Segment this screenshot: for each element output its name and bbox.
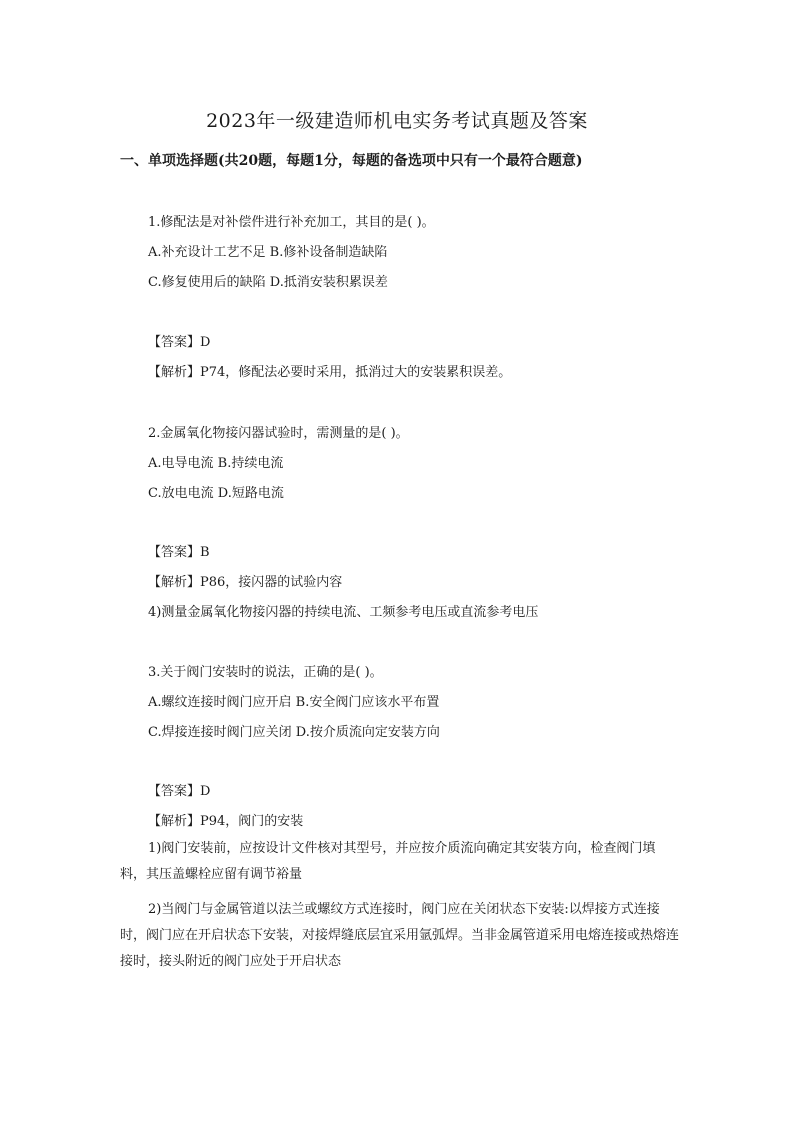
document-title: 2023年一级建造师机电实务考试真题及答案	[206, 110, 588, 132]
question-3-detail-2: 2)当阀门与金属管道以法兰或螺纹方式连接时，阀门应在关闭状态下安装:以焊接方式连接时，阀门应在开启状态下安装，对接焊缝底层宜采用氩弧焊。当非金属管道采用电熔连接或热熔连接时，接头附近的阀门应处于开启状态	[120, 902, 680, 969]
question-1-analysis: 【解析】P74，修配法必要时采用，抵消过大的安装累积误差。	[148, 365, 512, 380]
question-3-detail-1: 1)阀门安装前，应按设计文件核对其型号，并应按介质流向确定其安装方向，检查阀门填料，其压盖螺栓应留有调节裕量	[120, 841, 656, 882]
question-3-analysis: 【解析】P94，阀门的安装	[148, 814, 304, 829]
question-1-options-ab: A.补充设计工艺不足 B.修补设备制造缺陷	[148, 245, 388, 260]
question-1-answer: 【答案】D	[148, 335, 211, 350]
question-1-stem: 1.修配法是对补偿件进行补充加工，其目的是( )。	[148, 215, 435, 230]
question-2-stem: 2.金属氧化物接闪器试验时，需测量的是( )。	[148, 426, 409, 441]
question-2-options-ab: A.电导电流 B.持续电流	[148, 456, 284, 471]
question-2-analysis-detail: 4)测量金属氧化物接闪器的持续电流、工频参考电压或直流参考电压	[148, 605, 539, 620]
question-2-answer: 【答案】B	[148, 545, 210, 560]
question-2-analysis: 【解析】P86，接闪器的试验内容	[148, 575, 343, 590]
question-3-options-ab: A.螺纹连接时阀门应开启 B.安全阀门应该水平布置	[148, 695, 440, 710]
section-heading: 一、单项选择题(共20题，每题1分，每题的备选项中只有一个最符合题意)	[120, 153, 583, 169]
question-3-stem: 3.关于阀门安装时的说法，正确的是( )。	[148, 665, 383, 680]
question-2-options-cd: C.放电电流 D.短路电流	[148, 486, 284, 501]
question-3-options-cd: C.焊接连接时阀门应关闭 D.按介质流向定安装方向	[148, 725, 440, 740]
question-1-options-cd: C.修复使用后的缺陷 D.抵消安装积累误差	[148, 275, 388, 290]
question-3-answer: 【答案】D	[148, 784, 211, 799]
